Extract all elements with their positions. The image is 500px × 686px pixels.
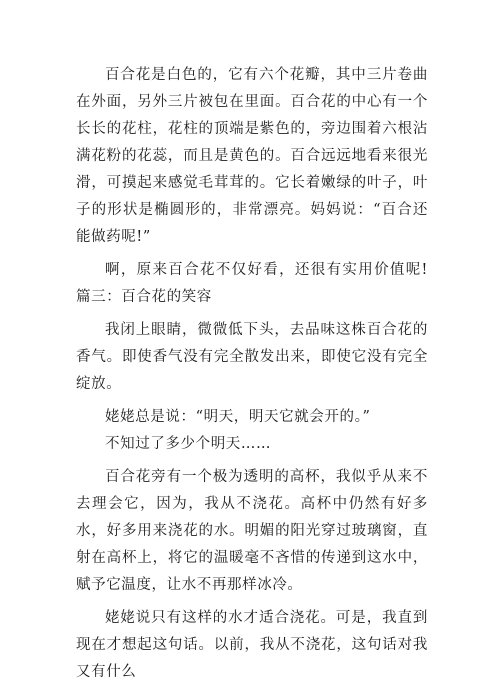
document-body	[76, 62, 428, 686]
paragraph-many-tomorrows: 不知过了多少个明天……	[105, 436, 272, 452]
paragraph-grandma-says: 姥姥总是说：“明天，明天它就会开的。”	[105, 409, 371, 425]
paragraph-lily-value: 啊，原来百合花不仅好看，还很有实用价值呢!篇三：百合花的笑容	[76, 262, 428, 305]
paragraph-tall-glass: 百合花旁有一个极为透明的高杯，我似乎从来不去理会它，因为，我从不浇花。高杯中仍然有好多水，好多用来浇花的水。明媚的阳光穿过玻璃窗，直射在高杯上，将它的温暖毫不吝惜的传递到这水中，赋予它温度，让水不再那样冰冷。	[76, 469, 428, 593]
paragraph-lily-description: 百合花是白色的，它有六个花瓣，其中三片卷曲在外面，另外三片被包在里面。百合花的中心有一个长长的花柱，花柱的顶端是紫色的，旁边围着六根沾满花粉的花蕊，而且是黄色的。百合远远地看来很光滑，可摸起来感觉毛茸茸的。它长着嫩绿的叶子，叶子的形状是椭圆形的，非常漂亮。妈妈说：“百合还能做药呢!”	[76, 67, 428, 245]
paragraph-watering: 姥姥说只有这样的水才适合浇花。可是，我直到现在才想起这句话。以前，我从不浇花，这句话对我又有什么	[76, 610, 428, 680]
paragraph-fragrance: 我闭上眼睛，微微低下头，去品味这株百合花的香气。即使香气没有完全散发出来，即使它没有完全绽放。	[76, 322, 428, 392]
